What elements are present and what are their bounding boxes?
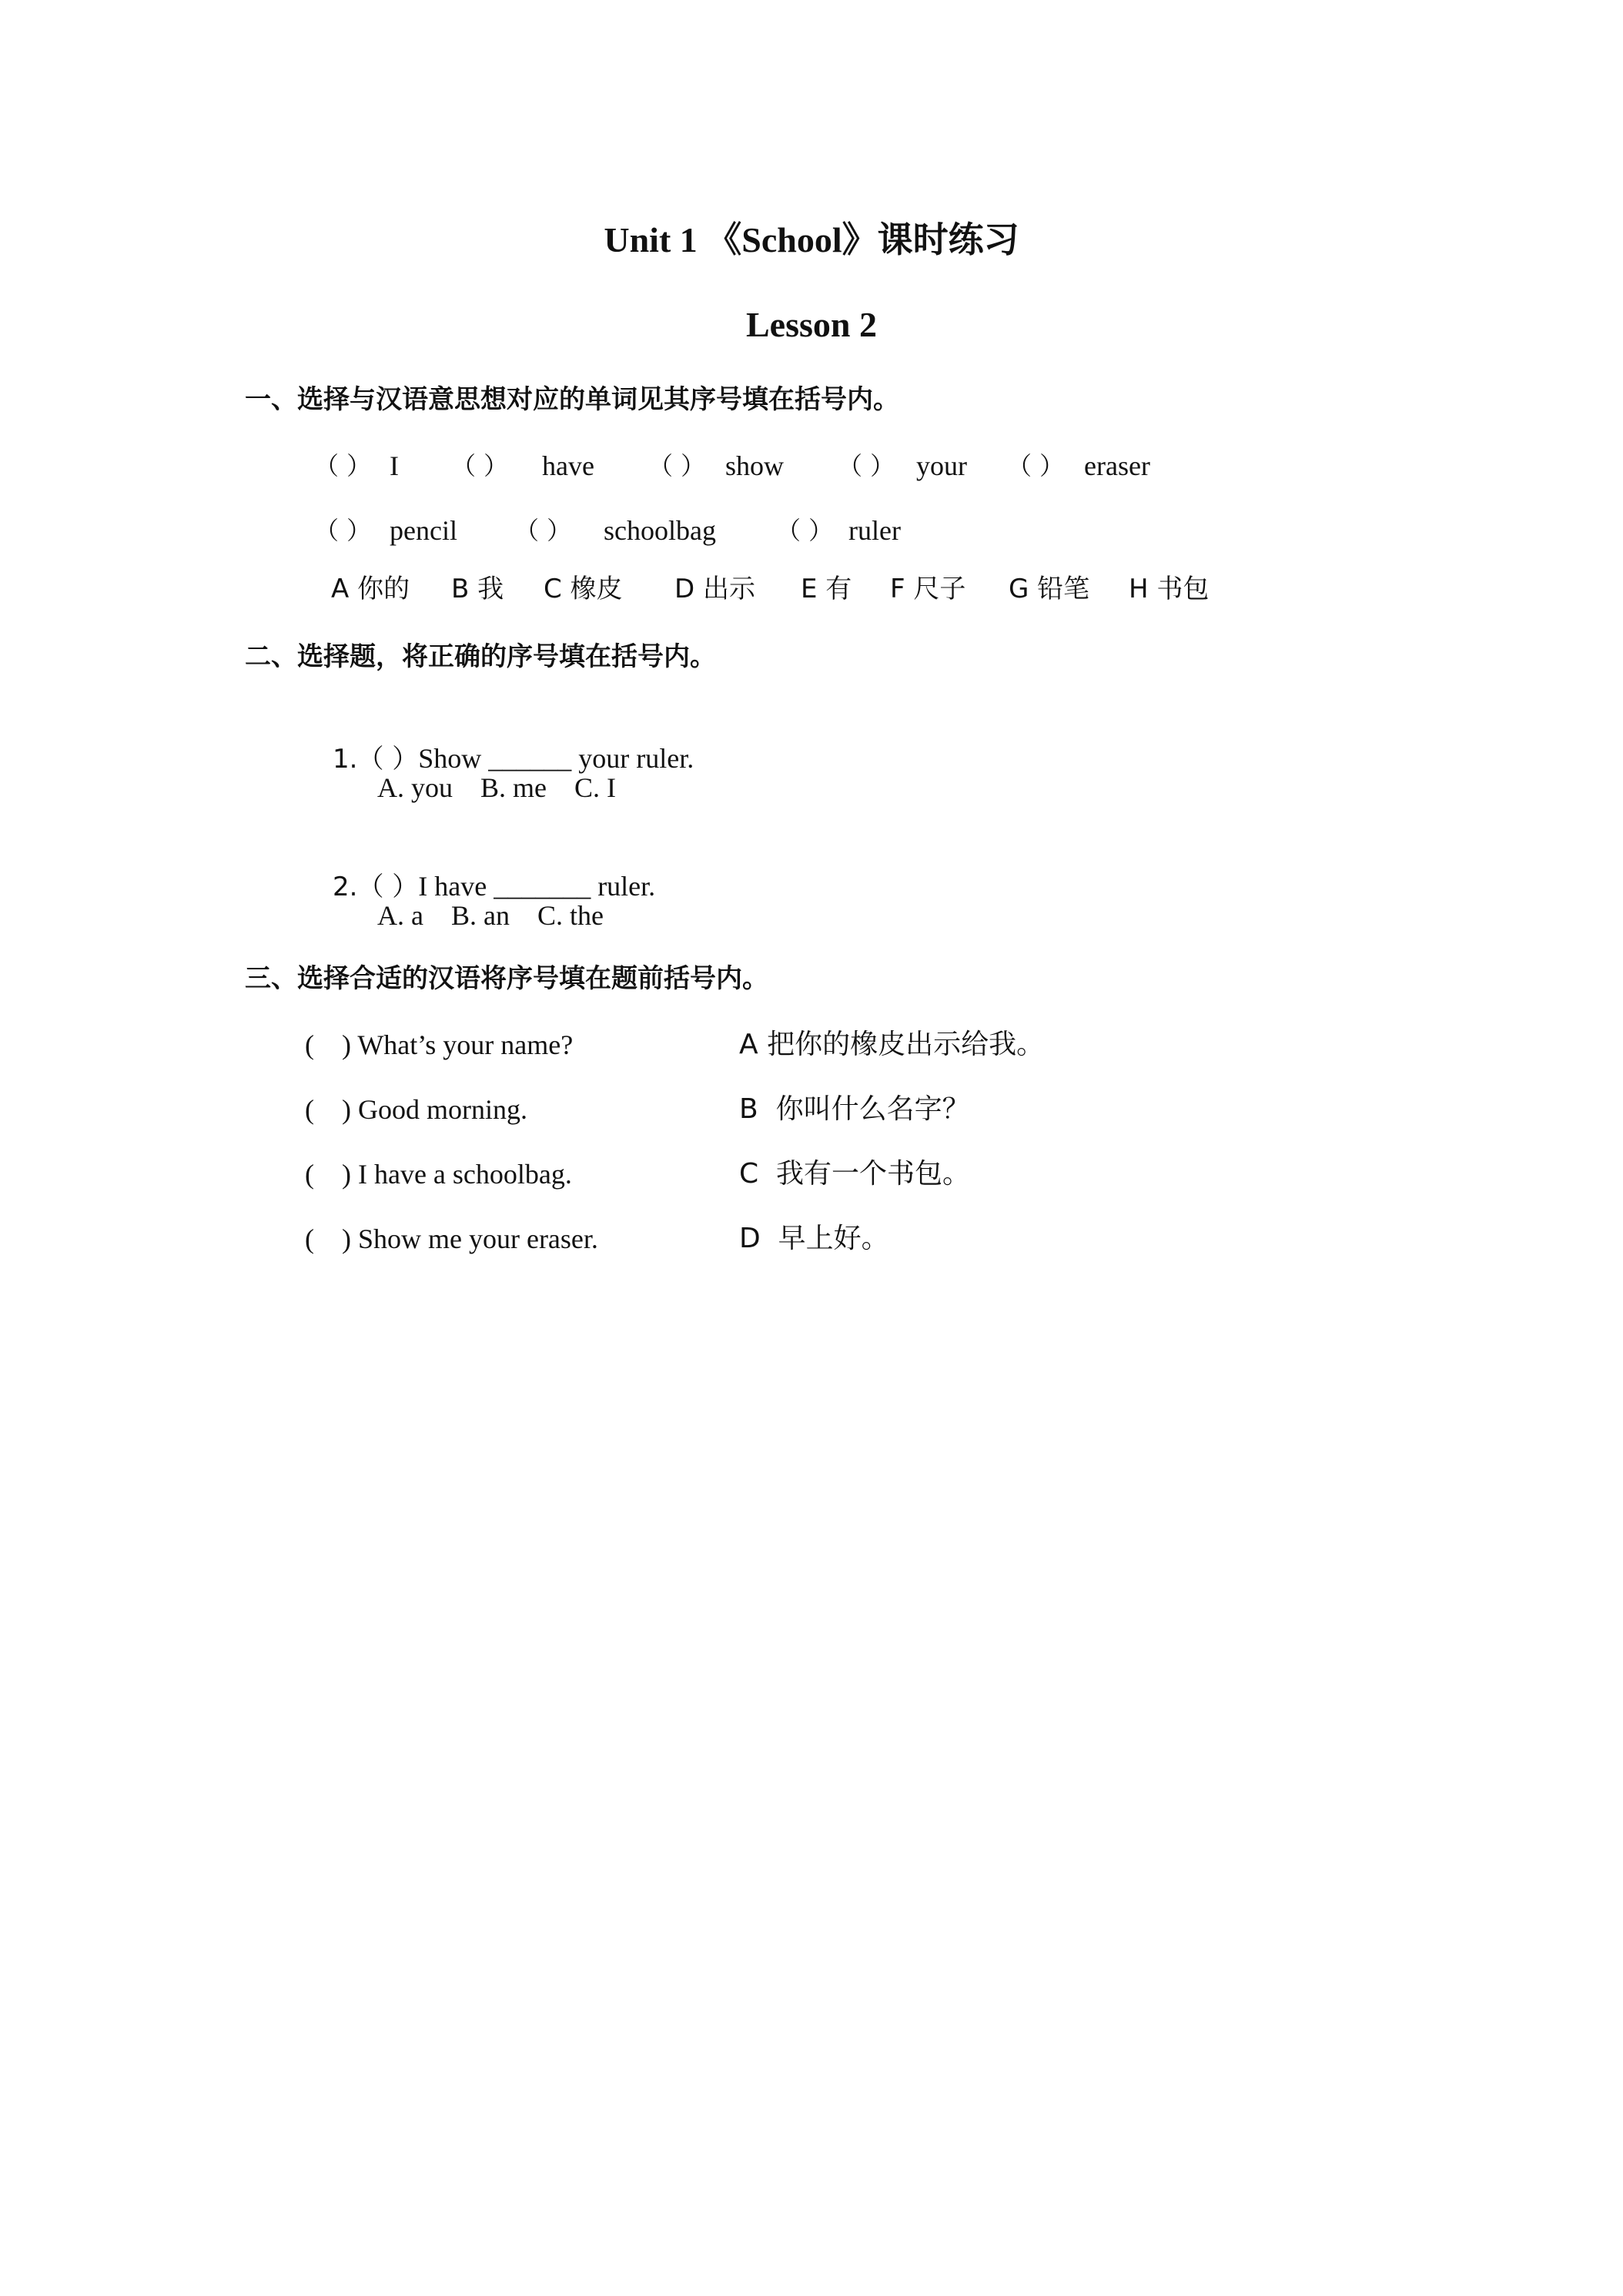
word-item: ruler bbox=[848, 515, 901, 546]
page-title: Unit 1 《School》课时练习 bbox=[604, 220, 1019, 259]
question-1-choices: A. you B. me C. I bbox=[377, 772, 616, 803]
match-right-item: A 把你的橡皮出示给我。 bbox=[739, 1029, 1045, 1060]
match-left-item[interactable]: ( ) Good morning. bbox=[305, 1094, 527, 1125]
option-item: A 你的 bbox=[331, 574, 410, 604]
answer-blank[interactable]: （ ） bbox=[1007, 451, 1065, 480]
option-item: D 出示 bbox=[674, 574, 755, 604]
word-item: have bbox=[542, 450, 594, 481]
answer-blank[interactable]: （ ） bbox=[648, 451, 706, 480]
option-item: E 有 bbox=[801, 574, 852, 604]
match-left-item[interactable]: ( ) Show me your eraser. bbox=[305, 1223, 598, 1254]
question-text: Show ______ your ruler. bbox=[418, 743, 694, 774]
question-text: I have _______ ruler. bbox=[418, 871, 656, 902]
match-right-item: C 我有一个书包。 bbox=[739, 1158, 971, 1190]
question-number[interactable]: 1.（ ） bbox=[333, 744, 419, 775]
question-2-choices: A. a B. an C. the bbox=[377, 900, 604, 931]
option-item: G 铅笔 bbox=[1009, 574, 1090, 604]
answer-blank[interactable]: （ ） bbox=[314, 516, 372, 545]
answer-blank[interactable]: （ ） bbox=[451, 451, 509, 480]
answer-blank[interactable]: （ ） bbox=[776, 516, 834, 545]
match-left-item[interactable]: ( ) I have a schoolbag. bbox=[305, 1159, 572, 1190]
option-item: B 我 bbox=[451, 574, 504, 604]
answer-blank[interactable]: （ ） bbox=[514, 516, 572, 545]
section3-heading: 三、选择合适的汉语将序号填在题前括号内。 bbox=[245, 963, 768, 994]
word-item: I bbox=[390, 450, 399, 481]
section1-heading: 一、选择与汉语意思想对应的单词见其序号填在括号内。 bbox=[245, 384, 899, 415]
match-right-item: D 早上好。 bbox=[739, 1223, 889, 1254]
option-item: H 书包 bbox=[1129, 574, 1210, 604]
page-subtitle: Lesson 2 bbox=[746, 305, 877, 344]
question-number[interactable]: 2.（ ） bbox=[333, 872, 419, 902]
word-item: pencil bbox=[390, 515, 457, 546]
word-item: show bbox=[725, 450, 785, 481]
section1-row2 bbox=[314, 513, 1238, 548]
section1-options bbox=[331, 571, 1332, 607]
match-left-item[interactable]: ( ) What’s your name? bbox=[305, 1029, 574, 1060]
section2-heading: 二、选择题，将正确的序号填在括号内。 bbox=[245, 641, 716, 672]
option-item: F 尺子 bbox=[890, 574, 966, 604]
section1-row1 bbox=[314, 448, 1238, 484]
answer-blank[interactable]: （ ） bbox=[314, 451, 372, 480]
word-item: your bbox=[916, 450, 967, 481]
word-item: schoolbag bbox=[604, 515, 716, 546]
option-item: C 橡皮 bbox=[544, 574, 623, 604]
answer-blank[interactable]: （ ） bbox=[838, 451, 895, 480]
word-item: eraser bbox=[1084, 450, 1150, 481]
match-right-item: B 你叫什么名字？ bbox=[739, 1093, 970, 1125]
